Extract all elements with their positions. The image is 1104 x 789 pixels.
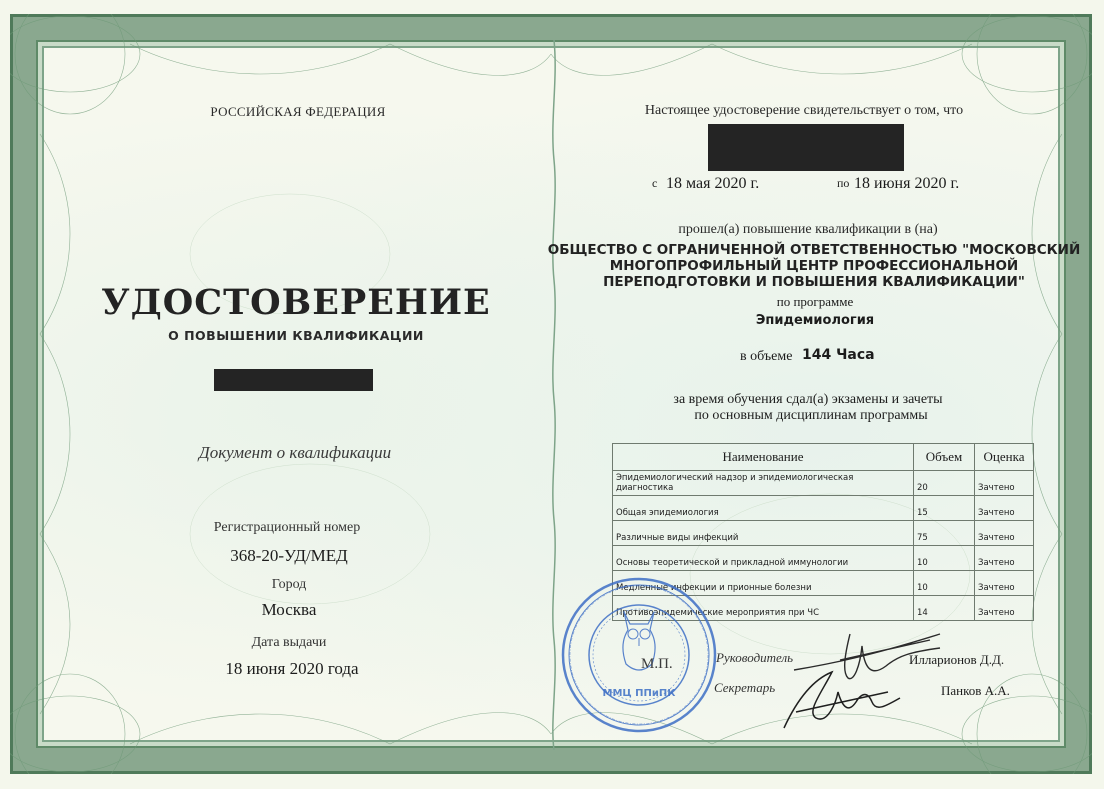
- end-date: 18 июня 2020 г.: [854, 175, 960, 192]
- discipline-hours: 10: [914, 546, 975, 571]
- director-label: Руководитель: [716, 650, 794, 665]
- from-prefix: с: [652, 176, 658, 190]
- to-prefix: по: [837, 176, 850, 190]
- exams-statement-line2: по основным дисциплинам программы: [694, 408, 928, 423]
- start-date: 18 мая 2020 г.: [666, 175, 760, 192]
- table-header-row: [613, 444, 1034, 471]
- table-row: [613, 546, 1034, 571]
- program-name: Эпидемиология: [755, 313, 875, 328]
- discipline-grade: Зачтено: [975, 546, 1034, 571]
- discipline-hours: 10: [914, 571, 975, 596]
- discipline-hours: 14: [914, 596, 975, 621]
- stamp-text: ММЦ ППиПК: [602, 688, 676, 699]
- training-statement: прошел(а) повышение квалификации в (на): [678, 222, 938, 237]
- volume-label: в объеме: [740, 349, 793, 364]
- organization-name: ОБЩЕСТВО С ОГРАНИЧЕННОЙ ОТВЕТСТВЕННОСТЬЮ "МОСКОВСКИЙ МНОГОПРОФИЛЬНЫЙ ЦЕНТР ПРОФЕССИОНАЛЬНОЙ ПЕРЕПОДГОТОВКИ И ПОВЫШЕНИЯ КВАЛИФИКАЦИИ": [547, 242, 1081, 290]
- redacted-holder-name: [708, 124, 904, 171]
- discipline-name: Различные виды инфекций: [613, 521, 914, 546]
- header-grade: Оценка: [975, 444, 1034, 471]
- registration-number-label: Регистрационный номер: [213, 520, 361, 535]
- table-row: [613, 496, 1034, 521]
- discipline-grade: Зачтено: [975, 571, 1034, 596]
- discipline-hours: 20: [914, 471, 975, 496]
- country-name: РОССИЙСКАЯ ФЕДЕРАЦИЯ: [210, 104, 386, 119]
- secretary-signature: [776, 662, 906, 734]
- document-title: УДОСТОВЕРЕНИЕ: [101, 282, 491, 323]
- discipline-hours: 15: [914, 496, 975, 521]
- city-label: Город: [271, 577, 307, 592]
- exams-statement-line1: за время обучения сдал(а) экзамены и зачеты: [673, 392, 943, 407]
- secretary-label: Секретарь: [714, 680, 776, 695]
- stamp-place-mark: М.П.: [641, 656, 673, 672]
- secretary-name: Панков А.А.: [941, 683, 1010, 698]
- volume-value: 144 Часа: [802, 347, 875, 363]
- program-label: по программе: [776, 294, 854, 309]
- redacted-certificate-number: [214, 369, 373, 391]
- discipline-grade: Зачтено: [975, 496, 1034, 521]
- discipline-name: Эпидемиологический надзор и эпидемиологическая диагностика: [613, 471, 914, 496]
- discipline-hours: 75: [914, 521, 975, 546]
- discipline-name: Общая эпидемиология: [613, 496, 914, 521]
- issue-date: 18 июня 2020 года: [225, 659, 359, 678]
- city-value: Москва: [261, 600, 317, 619]
- discipline-grade: Зачтено: [975, 471, 1034, 496]
- discipline-grade: Зачтено: [975, 596, 1034, 621]
- discipline-name: Основы теоретической и прикладной иммунологии: [613, 546, 914, 571]
- discipline-name: Медленные инфекции и прионные болезни: [613, 571, 914, 596]
- issue-date-label: Дата выдачи: [251, 635, 327, 650]
- official-stamp: [558, 572, 720, 738]
- registration-number: 368-20-УД/МЕД: [230, 546, 348, 565]
- discipline-name: Противоэпидемические мероприятия при ЧС: [613, 596, 914, 621]
- discipline-grade: Зачтено: [975, 521, 1034, 546]
- header-name: Наименование: [613, 444, 914, 471]
- header-volume: Объем: [914, 444, 975, 471]
- director-name: Илларионов Д.Д.: [909, 652, 1005, 667]
- table-row: [613, 471, 1034, 496]
- certifies-statement: Настоящее удостоверение свидетельствует о том, что: [644, 103, 964, 118]
- document-type: Документ о квалификации: [198, 443, 392, 462]
- document-subtitle: О ПОВЫШЕНИИ КВАЛИФИКАЦИИ: [168, 328, 424, 343]
- table-row: [613, 521, 1034, 546]
